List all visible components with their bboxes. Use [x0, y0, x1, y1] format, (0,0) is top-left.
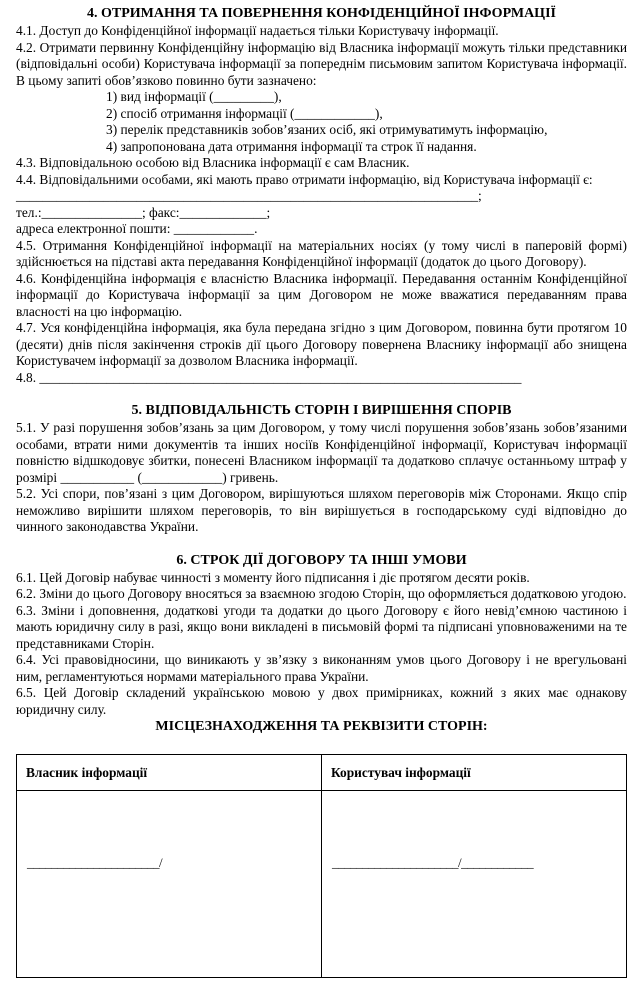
clause-4-4-email: адреса електронної пошти: ____________.: [16, 221, 258, 236]
spacer: [16, 536, 627, 552]
user-signature-line: _____________________/____________: [332, 855, 534, 870]
clause-5-1: 5.1. У разі порушення зобов’язань за цим Договором, у тому числі порушення зобов’язань зобов’язаними особами, втрати ними документів та інших носіїв Конфіденційної інформації, Користувач інформації повністю відшкодовує збитки, понесені Власником інформації та додатково сплачує останньому штраф у розмірі ___________ (____________) гривень.: [16, 420, 627, 485]
clause-4-7: 4.7. Уся конфіденційна інформація, яка була передана згідно з цим Договором, повинна бути протягом 10 (десяти) днів після закінчення строків дії цього Договору повернена Власнику інформації або знищена Користувачем інформації за дозволом Власника інформації.: [16, 320, 627, 368]
user-cell: [322, 791, 627, 978]
requisites-title: МІСЦЕЗНАХОДЖЕННЯ ТА РЕКВІЗИТИ СТОРІН:: [155, 719, 488, 734]
clause-6-4: 6.4. Усі правовідносини, що виникають у зв’язку з виконанням умов цього Договору і не врегульовані ним, регламентуються нормами матеріального права України.: [16, 652, 627, 684]
clause-4-3: 4.3. Відповідальною особою від Власника інформації є сам Власник.: [16, 155, 410, 170]
owner-signature-line: ______________________/: [27, 855, 163, 870]
clause-4-2-item-2: 2) спосіб отримання інформації (____________),: [106, 105, 383, 121]
clause-4-5: 4.5. Отримання Конфіденційної інформації на матеріальних носіях (у тому числі в паперовій формі) здійснюється на підставі акта передавання Конфіденційної інформації (додаток до цього Договору).: [16, 237, 627, 269]
clause-4-6: 4.6. Конфіденційна інформація є власністю Власника інформації. Передавання останнім Конфіденційної інформації до Користувача інформації за цим Договором не може вважатися передаванням права власності на цю інформацію.: [16, 270, 627, 319]
clause-4-2-item-1: 1) вид інформації (_________),: [106, 89, 282, 104]
clause-6-3: 6.3. Зміни і доповнення, додаткові угоди та додатки до цього Договору є його невід’ємною частиною і мають юридичну силу в разі, якщо вони викладені в письмовій формі та підписані уповноваженими на те представниками Сторін.: [16, 602, 627, 651]
clause-4-2: 4.2. Отримати первинну Конфіденційну інформацію від Власника інформації можуть тільки представники (відповідальні особи) Користувача інформації за попереднім письмовим запитом Користувача інформації. В цьому запиті обов’язково повинно бути зазначено:: [16, 39, 627, 88]
clause-4-8: 4.8. ________________________________________________________________________: [16, 369, 522, 385]
owner-header: Власник інформації: [17, 755, 322, 791]
clause-6-2: 6.2. Зміни до цього Договору вносяться за взаємною згодою Сторін, що оформляється додатковою угодою.: [16, 586, 627, 601]
clause-6-1: 6.1. Цей Договір набуває чинності з моменту його підписання і діє протягом десяти років.: [16, 569, 530, 585]
requisites-table: [16, 754, 627, 978]
section-6-title: 6. СТРОК ДІЇ ДОГОВОРУ ТА ІНШІ УМОВИ: [176, 552, 467, 568]
clause-4-2-item-3: 3) перелік представників зобов’язаних осіб, які отримуватимуть інформацію,: [106, 122, 548, 137]
clause-4-2-item-4: 4) запропонована дата отримання інформації та строк її надання.: [106, 138, 477, 154]
clause-4-1: 4.1. Доступ до Конфіденційної інформації надається тільки Користувачу інформації.: [16, 23, 499, 38]
user-header: Користувач інформації: [322, 755, 627, 791]
section-5-title: 5. ВІДПОВІДАЛЬНІСТЬ СТОРІН І ВИРІШЕННЯ СПОРІВ: [131, 403, 512, 418]
clause-6-5: 6.5. Цей Договір складений українською мовою у двох примірниках, кожний з яких має однакову юридичну силу.: [16, 685, 627, 717]
clause-5-2: 5.2. Усі спори, пов’язані з цим Договором, вирішуються шляхом переговорів між Сторонами. Якщо спір неможливо вирішити шляхом переговорів, то він вирішується в господарському суді відповідно до чинного законодавства України.: [16, 486, 627, 534]
section-4-title: 4. ОТРИМАННЯ ТА ПОВЕРНЕННЯ КОНФІДЕНЦІЙНОЇ ІНФОРМАЦІЇ: [87, 6, 556, 21]
clause-4-4-blank-line: _____________________________________________________________________;: [16, 188, 482, 203]
clause-4-4: 4.4. Відповідальними особами, які мають право отримати інформацію, від Користувача інформації є:: [16, 171, 593, 187]
spacer: [16, 386, 627, 402]
owner-cell: [17, 791, 322, 978]
clause-4-4-phone-fax: тел.:_______________; факс:_____________;: [16, 204, 271, 220]
document-page: [16, 5, 627, 736]
